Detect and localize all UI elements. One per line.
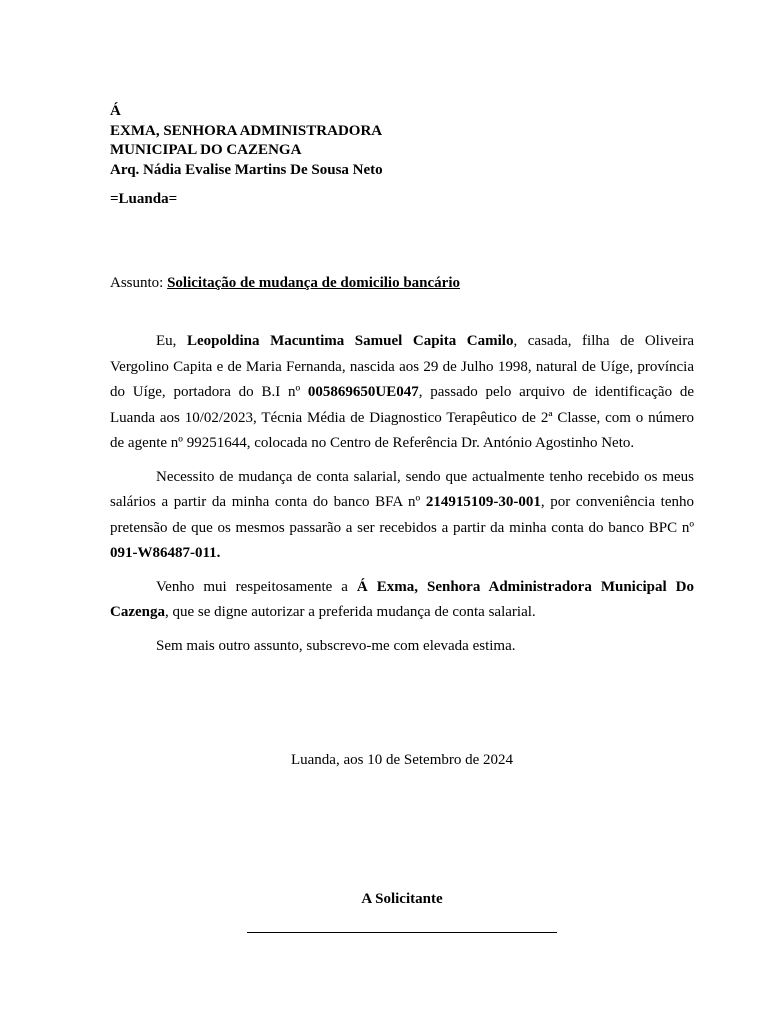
paragraph-2-period: . (216, 545, 221, 561)
paragraph-1-tail: , passado pelo arquivo de identificação de Luanda aos 10/02/2023, Técnia Média de Diagnostico Terapêutico de 2ª Classe, com o número de agente nº 99251644, colocada no Centro de Referência Dr. António Agostinho Neto. (110, 384, 694, 451)
applicant-name: Leopoldina Macuntima Samuel Capita Camilo (186, 333, 514, 349)
paragraph-2 (110, 465, 694, 567)
letter-body (110, 329, 694, 667)
paragraph-3-intro: Venho mui respeitosamente a (156, 578, 357, 595)
paragraph-3-tail: , que se digne autorizar a preferida mudança de conta salarial. (165, 604, 536, 620)
signature-line (247, 932, 557, 933)
recipient-block (110, 102, 670, 180)
paragraph-4: Sem mais outro assunto, subscrevo-me com elevada estima. (156, 637, 516, 654)
recipient-line-1: Á (110, 103, 121, 119)
addressee-name: Á Exma, Senhora Administradora Municipal Do Cazenga (110, 578, 694, 620)
recipient-line-2: EXMA, SENHORA ADMINISTRADORA (110, 122, 383, 139)
recipient-line-4: Arq. Nádia Evalise Martins De Sousa Neto (110, 161, 383, 178)
subject-label: Assunto: (110, 275, 168, 291)
city-line: =Luanda= (110, 191, 178, 207)
paragraph-1-intro: Eu, (156, 333, 187, 349)
paragraph-2-intro: Necessito de mudança de conta salarial, sendo que actualmente tenho recebido os meus salários a partir da minha conta do banco BFA nº (110, 468, 694, 510)
subject-line (110, 275, 460, 292)
paragraph-3 (110, 575, 694, 626)
paragraph-1 (110, 329, 694, 457)
new-account-number: 091-W86487-011 (110, 545, 217, 561)
date-line: Luanda, aos 10 de Setembro de 2024 (290, 752, 514, 768)
subject-text: Solicitação de mudança de domicilio bancário (167, 275, 461, 291)
bi-number: 005869650UE047 (307, 384, 419, 400)
signature-label: A Solicitante (361, 891, 443, 907)
old-account-number: 214915109-30-001 (425, 494, 541, 510)
paragraph-1-details: , casada, filha de Oliveira Vergolino Capita e de Maria Fernanda, nascida aos 29 de Julho 1998, natural de Uíge, província do Uíge, portadora do B.I nº (110, 333, 694, 400)
paragraph-2-middle: , por conveniência tenho pretensão de que os mesmos passarão a ser recebidos a partir da minha conta do banco BPC nº (110, 494, 694, 536)
recipient-line-3: MUNICIPAL DO CAZENGA (110, 142, 302, 158)
